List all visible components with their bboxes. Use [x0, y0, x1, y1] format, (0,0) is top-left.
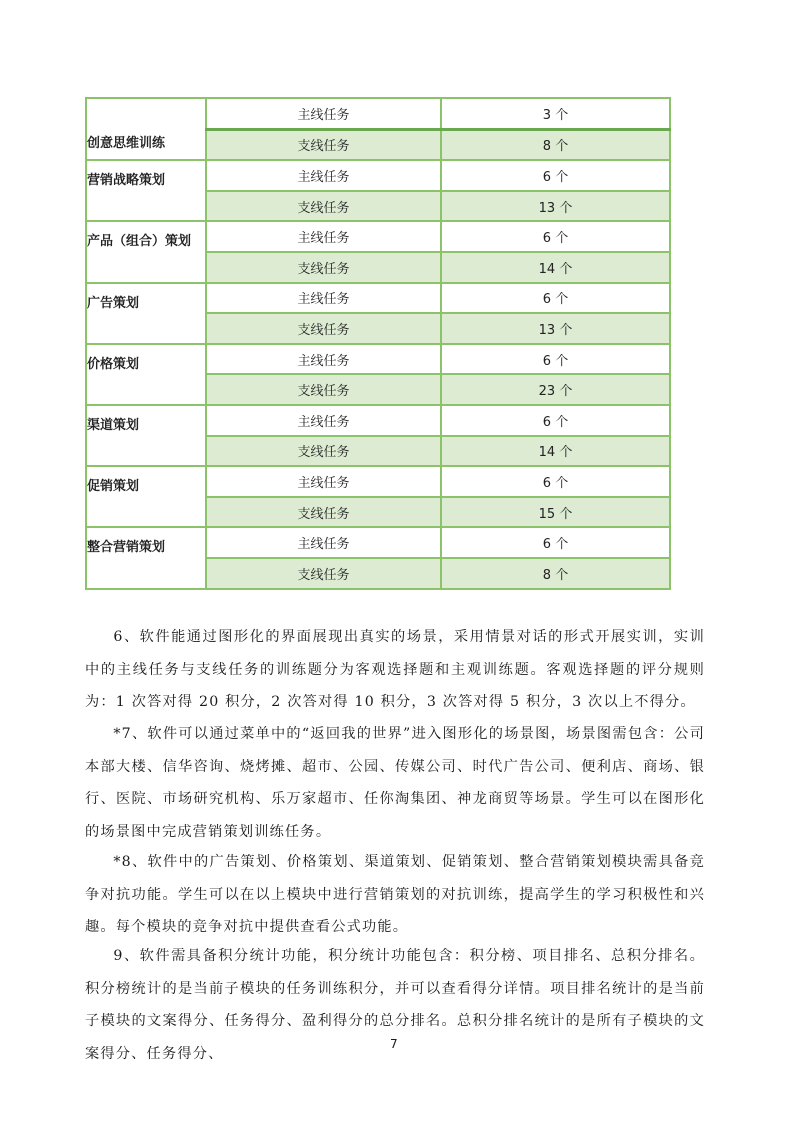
category-cell: 整合营销策划: [86, 527, 206, 588]
task-type-cell: 主线任务: [206, 98, 441, 129]
category-cell: 创意思维训练: [86, 98, 206, 160]
task-count-cell: 15 个: [441, 497, 670, 528]
task-count-cell: 6 个: [441, 160, 670, 191]
task-type-cell: 支线任务: [206, 252, 441, 283]
table-row: [86, 466, 670, 497]
task-count-cell: 6 个: [441, 405, 670, 436]
table-row: [86, 283, 670, 314]
task-count-cell: 14 个: [441, 252, 670, 283]
task-count-table: [85, 97, 671, 590]
task-type-cell: 主线任务: [206, 160, 441, 191]
table-row: [86, 221, 670, 252]
task-count-cell: 13 个: [441, 313, 670, 344]
task-type-cell: 主线任务: [206, 221, 441, 252]
task-type-cell: 支线任务: [206, 436, 441, 467]
task-type-cell: 主线任务: [206, 527, 441, 558]
task-count-cell: 6 个: [441, 283, 670, 314]
paragraph-8: [85, 846, 705, 944]
table-row: [86, 527, 670, 558]
task-type-cell: 支线任务: [206, 374, 441, 405]
task-count-cell: 8 个: [441, 558, 670, 589]
task-count-cell: 3 个: [441, 98, 670, 129]
paragraph-7: [85, 718, 705, 848]
task-count-cell: 23 个: [441, 374, 670, 405]
task-count-cell: 6 个: [441, 221, 670, 252]
task-count-cell: 13 个: [441, 191, 670, 222]
category-cell: 产品（组合）策划: [86, 221, 206, 282]
task-type-cell: 主线任务: [206, 283, 441, 314]
paragraph-6: [85, 621, 705, 719]
task-type-cell: 支线任务: [206, 129, 441, 160]
page-number: 7: [390, 1037, 398, 1051]
task-type-cell: 支线任务: [206, 191, 441, 222]
paragraph-8-text: *8、软件中的广告策划、价格策划、渠道策划、促销策划、整合营销策划模块需具备竞争对抗功能。学生可以在以上模块中进行营销策划的对抗训练，提高学生的学习积极性和兴趣。每个模块的竞争对抗中提供查看公式功能。: [85, 854, 705, 935]
task-count-cell: 6 个: [441, 344, 670, 375]
paragraph-6-text: 6、软件能通过图形化的界面展现出真实的场景，采用情景对话的形式开展实训，实训中的主线任务与支线任务的训练题分为客观选择题和主观训练题。客观选择题的评分规则为：1 次答对得 20 积分，2 次答对得 10 积分，3 次答对得 5 积分，3 次以上不得分。: [85, 629, 705, 710]
task-count-cell: 6 个: [441, 527, 670, 558]
category-cell: 促销策划: [86, 466, 206, 527]
table-row: [86, 98, 670, 129]
paragraph-9-text: 9、软件需具备积分统计功能，积分统计功能包含：积分榜、项目排名、总积分排名。积分榜统计的是当前子模块的任务训练积分，并可以查看得分详情。项目排名统计的是当前子模块的文案得分、任务得分、盈利得分的总分排名。总积分排名统计的是所有子模块的文案得分、任务得分、: [85, 948, 705, 1062]
category-cell: 营销战略策划: [86, 160, 206, 221]
table-row: [86, 405, 670, 436]
task-count-cell: 8 个: [441, 129, 670, 160]
paragraph-7-text: *7、软件可以通过菜单中的“返回我的世界”进入图形化的场景图，场景图需包含：公司本部大楼、信华咨询、烧烤摊、超市、公园、传媒公司、时代广告公司、便利店、商场、银行、医院、市场研究机构、乐万家超市、任你淘集团、神龙商贸等场景。学生可以在图形化的场景图中完成营销策划训练任务。: [85, 726, 705, 840]
category-cell: 价格策划: [86, 344, 206, 405]
category-cell: 广告策划: [86, 283, 206, 344]
task-type-cell: 主线任务: [206, 344, 441, 375]
table-row: [86, 344, 670, 375]
task-type-cell: 主线任务: [206, 405, 441, 436]
task-type-cell: 主线任务: [206, 466, 441, 497]
table-row: [86, 160, 670, 191]
task-type-cell: 支线任务: [206, 313, 441, 344]
task-count-cell: 14 个: [441, 436, 670, 467]
task-type-cell: 支线任务: [206, 558, 441, 589]
category-cell: 渠道策划: [86, 405, 206, 466]
task-type-cell: 支线任务: [206, 497, 441, 528]
task-count-cell: 6 个: [441, 466, 670, 497]
